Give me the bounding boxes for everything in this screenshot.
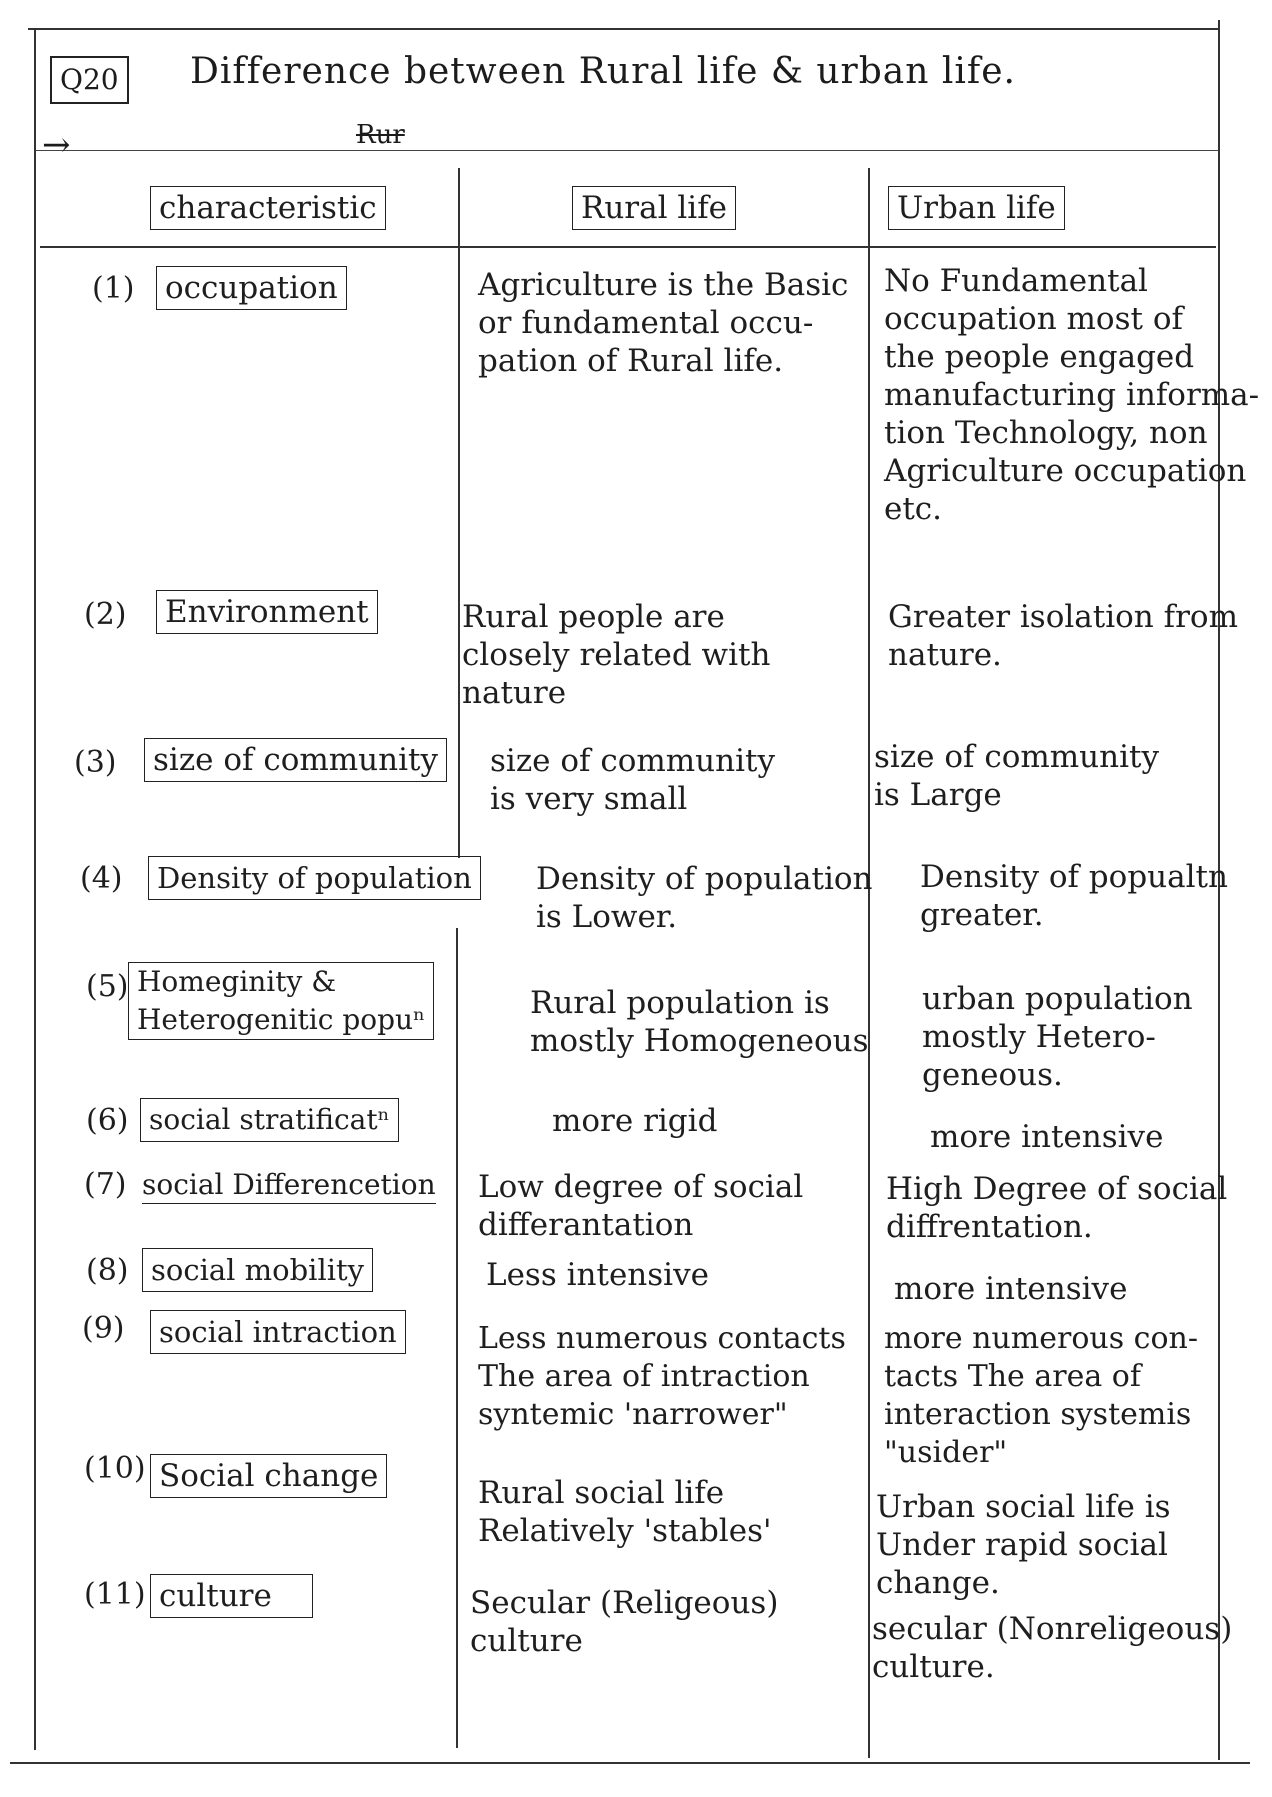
urban-cell: secular (Nonreligeous) culture. <box>872 1611 1233 1685</box>
arrow-icon: → <box>42 125 71 165</box>
rural-cell: Less intensive <box>486 1257 709 1293</box>
characteristic-label: culture <box>150 1574 313 1618</box>
row-number: (4) <box>80 861 123 896</box>
header-characteristic: characteristic <box>150 186 386 230</box>
rural-cell: Secular (Religeous) culture <box>470 1585 779 1659</box>
urban-cell: size of community is Large <box>874 739 1159 813</box>
characteristic-label: Environment <box>156 590 378 634</box>
column-divider-2 <box>868 168 870 1758</box>
characteristic-label: social stratificatⁿ <box>140 1098 399 1142</box>
row-number: (8) <box>86 1253 129 1288</box>
header-rule <box>34 150 1220 151</box>
characteristic-label: social intraction <box>150 1310 406 1354</box>
urban-cell: High Degree of social diffrentation. <box>886 1171 1228 1245</box>
rural-cell: Density of population is Lower. <box>536 861 873 935</box>
column-divider-1a <box>458 168 460 858</box>
characteristic-label: Density of population <box>148 856 481 900</box>
urban-cell: more intensive <box>894 1271 1128 1307</box>
urban-cell: Urban social life is Under rapid social change. <box>876 1489 1171 1601</box>
rural-cell: Rural people are closely related with nature <box>462 599 771 711</box>
row-number: (7) <box>84 1167 127 1202</box>
urban-cell: more numerous con- tacts The area of interaction systemis "usider" <box>884 1321 1198 1470</box>
row-number: (2) <box>84 597 127 632</box>
row-number: (6) <box>86 1103 129 1138</box>
column-divider-1b <box>456 928 458 1748</box>
struck-out-text: Rur <box>356 120 405 150</box>
rural-cell: Agriculture is the Basic or fundamental occu- pation of Rural life. <box>478 267 849 379</box>
rural-cell: Low degree of social differantation <box>478 1169 804 1243</box>
row-number: (1) <box>92 271 135 306</box>
urban-cell: Density of popualtn greater. <box>920 859 1228 933</box>
rural-cell: Rural population is mostly Homogeneous <box>530 985 869 1059</box>
characteristic-label: Social change <box>150 1454 387 1498</box>
characteristic-label: Homeginity & Heterogenitic popuⁿ <box>128 962 434 1040</box>
row-number: (11) <box>84 1577 146 1612</box>
rural-cell: Rural social life Relatively 'stables' <box>478 1475 772 1549</box>
row-number: (10) <box>84 1451 146 1486</box>
characteristic-label: social mobility <box>142 1248 373 1292</box>
characteristic-label: occupation <box>156 266 347 310</box>
header-urban-life: Urban life <box>888 186 1065 230</box>
characteristic-label: social Differencetion <box>142 1166 436 1204</box>
urban-cell: Greater isolation from nature. <box>888 599 1238 673</box>
table-header-rule <box>40 246 1216 248</box>
urban-cell: more intensive <box>930 1119 1164 1155</box>
question-number: Q20 <box>50 56 129 104</box>
row-number: (3) <box>74 745 117 780</box>
characteristic-label: size of community <box>144 738 447 782</box>
page-left-margin <box>34 30 36 1750</box>
row-number: (5) <box>86 969 129 1004</box>
row-number: (9) <box>82 1311 125 1346</box>
rural-cell: Less numerous contacts The area of intraction syntemic 'narrower" <box>478 1321 846 1432</box>
rural-cell: size of community is very small <box>490 743 775 817</box>
page-title: Difference between Rural life & urban life. <box>190 51 1016 92</box>
header-rural-life: Rural life <box>572 186 736 230</box>
urban-cell: No Fundamental occupation most of the people engaged manufacturing informa- tion Technology, non Agriculture occupation etc. <box>884 263 1260 527</box>
urban-cell: urban population mostly Hetero- geneous. <box>922 981 1193 1093</box>
rural-cell: more rigid <box>552 1103 718 1139</box>
page-bottom-rule <box>10 1762 1250 1764</box>
page-top-rule <box>28 28 1218 30</box>
